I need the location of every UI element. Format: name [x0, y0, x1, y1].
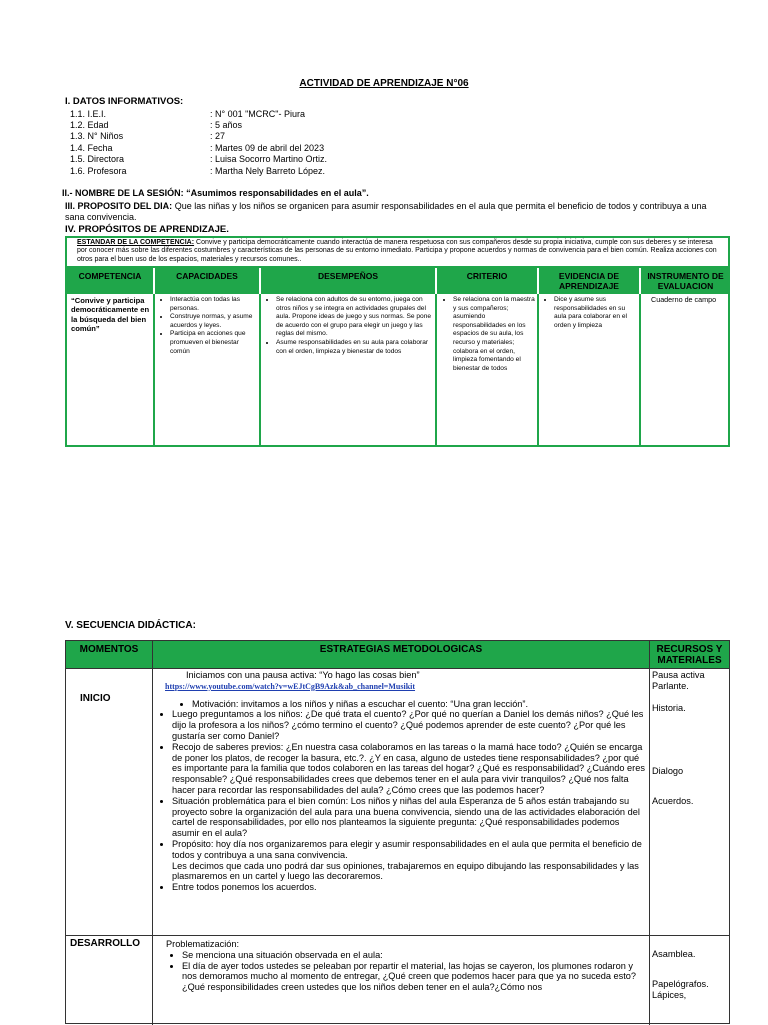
list-item: • Se menciona una situación observada en el aula:: [182, 950, 646, 961]
document-title: ACTIVIDAD DE APRENDIZAJE N°06: [299, 78, 469, 89]
resource-item: Dialogo: [652, 766, 684, 776]
header-divider: [639, 268, 641, 294]
session-name: II.- NOMBRE DE LA SESIÓN: “Asumimos responsabilidades en el aula”.: [62, 188, 369, 198]
standard-cell: ESTANDAR DE LA COMPETENCIA: Convive y participa democráticamente cuando interactúa de manera respetuosa con sus compañeros desde su propia iniciativa, cumple con sus deberes y se interesa por conocer más sobre las diferentes costumbres y características de las personas de su entorno inmediato. Participa y propone acuerdos y normas de convivencia para el bien común. Realiza acciones con otros para el buen uso de los espacios, materiales y recursos comunes..: [67, 238, 728, 268]
header-recursos: RECURSOS Y MATERIALES: [650, 641, 729, 668]
column-divider: [259, 268, 261, 445]
momento-desarrollo: DESARROLLO: [70, 938, 140, 949]
column-divider: [649, 641, 650, 1025]
competencia-cell: “Convive y participa democráticamente en la búsqueda del bien común”: [71, 296, 150, 334]
header-divider: [537, 268, 539, 294]
header-divider: [153, 268, 155, 294]
list-item: • Recojo de saberes previos: ¿En nuestra casa colaboramos en las tareas o la mamá hace todo? ¿Quién se encarga de poner los platos, de recoger la basura, etc.?. ¿Y en casa, alguno de ustedes tiene responsabilidades? ¿por qué es importante para la familia que todos colaboren en las tareas del hogar? ¿Qué es responsabilidad? ¿Cuándo eres responsable? ¿Qué responsabilidades crees que debemos tener en el aula para vivir tranquilos? ¿Qué nos falta hacer para recordar las responsabilidades del aula? ¿Cómo crees que las podemos hacer?: [172, 742, 646, 796]
inicio-resources: [652, 670, 728, 807]
list-item: • Dice y asume sus responsabilidades en su aula para colaborar en el orden y limpieza: [554, 296, 639, 330]
resource-item: Historia.: [652, 703, 686, 713]
desempenos-cell: [262, 296, 434, 356]
list-item: • Entre todos ponemos los acuerdos.: [172, 882, 646, 893]
section-propositos-heading: IV. PROPÓSITOS DE APRENDIZAJE.: [65, 224, 229, 235]
criterio-cell: [439, 296, 537, 373]
header-evidencia: EVIDENCIA DE APRENDIZAJE: [558, 271, 620, 291]
list-item: • Se relaciona con la maestra y sus compañeros; asumiendo responsabilidades en los espacios de su aula, los recurso y materiales; colabora en el orden, limpieza fomentando el bienestar de todos: [453, 296, 537, 373]
column-divider: [639, 268, 641, 445]
evidencia-cell: [540, 296, 639, 330]
section-datos-heading: I. DATOS INFORMATIVOS:: [65, 96, 184, 107]
inicio-intro: Iniciamos con una pausa activa: “Yo hago las cosas bien”: [186, 670, 420, 680]
resource-item: Papelógrafos.: [652, 979, 709, 989]
list-item: • Se relaciona con adultos de su entorno, juega con otros niños y se integra en actividades grupales del aula. Propone ideas de juego y sus normas. Se pone de acuerdo con el grupo para elegir un juego y las reglas del mismo.: [276, 296, 434, 339]
column-divider: [537, 268, 539, 445]
list-item: • Participa en acciones que promueven el bienestar común: [170, 330, 256, 356]
column-divider: [152, 641, 153, 1025]
instrumento-cell: Cuaderno de campo: [651, 295, 717, 304]
header-capacidades: CAPACIDADES: [176, 271, 238, 281]
list-item: • Propósito: hoy día nos organizaremos para elegir y asumir responsabilidades en el aula que permita el beneficio de todos y contribuya a una sana convivencia.: [172, 839, 646, 861]
header-competencia: COMPETENCIA: [78, 271, 142, 281]
header-instrumento: INSTRUMENTO DE EVALUACION: [647, 271, 724, 291]
inicio-extra: Les decimos que cada uno podrá dar sus opiniones, trabajaremos en equipo dibujando las responsabilidades y las plasmaremos en un cartel y luego las decoraremos.: [172, 860, 639, 882]
desarrollo-strategies: [166, 939, 646, 993]
purpose-of-day: III. PROPOSITO DEL DIA: Que las niñas y los niños se organicen para asumir responsabilidades en el aula que permita el beneficio de todos y contribuya a una sana convivencia.: [65, 201, 707, 222]
section-secuencia-heading: V. SECUENCIA DIDÁCTICA:: [65, 620, 196, 631]
header-divider: [259, 268, 261, 294]
header-divider: [435, 268, 437, 294]
list-item: • Situación problemática para el bien común: Los niños y niñas del aula Esperanza de 5 años están trabajando su proyecto sobre la organización del aula para una buena convivencia, siendo una de las actividades elaboración del cartel de responsabilidades, por ello nos planteamos la siguiente pregunta: ¿Qué responsabilidades podemos asumir en el aula?: [172, 796, 646, 839]
column-divider: [153, 268, 155, 445]
header-estrategias: ESTRATEGIAS METODOLOGICAS: [153, 641, 649, 668]
list-item: • Motivación: invitamos a los niños y niñas a escuchar el cuento: “Una gran lección”.: [192, 699, 646, 710]
desarrollo-resources: [652, 949, 728, 1001]
list-item: • El día de ayer todos ustedes se peleaban por repartir el material, las hojas se cayeron, los plumones rodaron y nos demoramos mucho al momento de entregar, ¿Qué creen que podemos hacer para que ya no suceda esto?¿Qué responsibilidades creen ustedes que los niños deben tener en el aula?¿Cómo nos: [182, 961, 646, 993]
list-item: • Luego preguntamos a los niños: ¿De qué trata el cuento? ¿Por qué no querían a Daniel los demás niños? ¿Qué les dijo la profesora a los niños? ¿cómo termino el cuento? ¿Qué podemos aprender de este cuento? ¿Por qué les gustaría ser como Daniel?: [172, 709, 646, 741]
row-divider: [66, 668, 729, 669]
resource-item: Lápices,: [652, 990, 687, 1000]
list-item: • Interactúa con todas las personas.: [170, 296, 256, 313]
resource-item: Asamblea.: [652, 949, 696, 959]
resource-item: Parlante.: [652, 681, 689, 691]
sequence-table: [65, 640, 730, 1024]
capacidades-cell: [156, 296, 256, 356]
inicio-strategies: [156, 670, 646, 893]
list-item: • Construye normas, y asume acuerdos y leyes.: [170, 313, 256, 330]
video-link[interactable]: https://www.youtube.com/watch?v=wEJtCgB9Azk&ab_channel=Musikit: [165, 681, 416, 691]
row-divider: [66, 935, 729, 936]
header-momentos: MOMENTOS: [66, 641, 152, 668]
competency-table: [65, 236, 730, 447]
datos-list: 1.1. I.E.I. : N° 001 "MCRC"- Piura 1.2. Edad : 5 años 1.3. N° Niños : 27 1.4. Fecha : Martes 09 de abril del 2023 1.5. Directora : Luisa Socorro Martino Ortiz. 1.6. Profesora : Martha Nely Barreto López.: [70, 109, 328, 176]
header-criterio: CRITERIO: [466, 271, 508, 281]
desarrollo-heading: Problematización:: [166, 939, 240, 949]
resource-item: Pausa activa: [652, 670, 705, 680]
list-item: • Asume responsabilidades en su aula para colaborar con el orden, limpieza y bienestar de todos: [276, 339, 434, 356]
column-divider: [435, 268, 437, 445]
resource-item: Acuerdos.: [652, 796, 694, 806]
header-desempenos: DESEMPEÑOS: [318, 271, 378, 281]
momento-inicio: INICIO: [80, 693, 111, 704]
